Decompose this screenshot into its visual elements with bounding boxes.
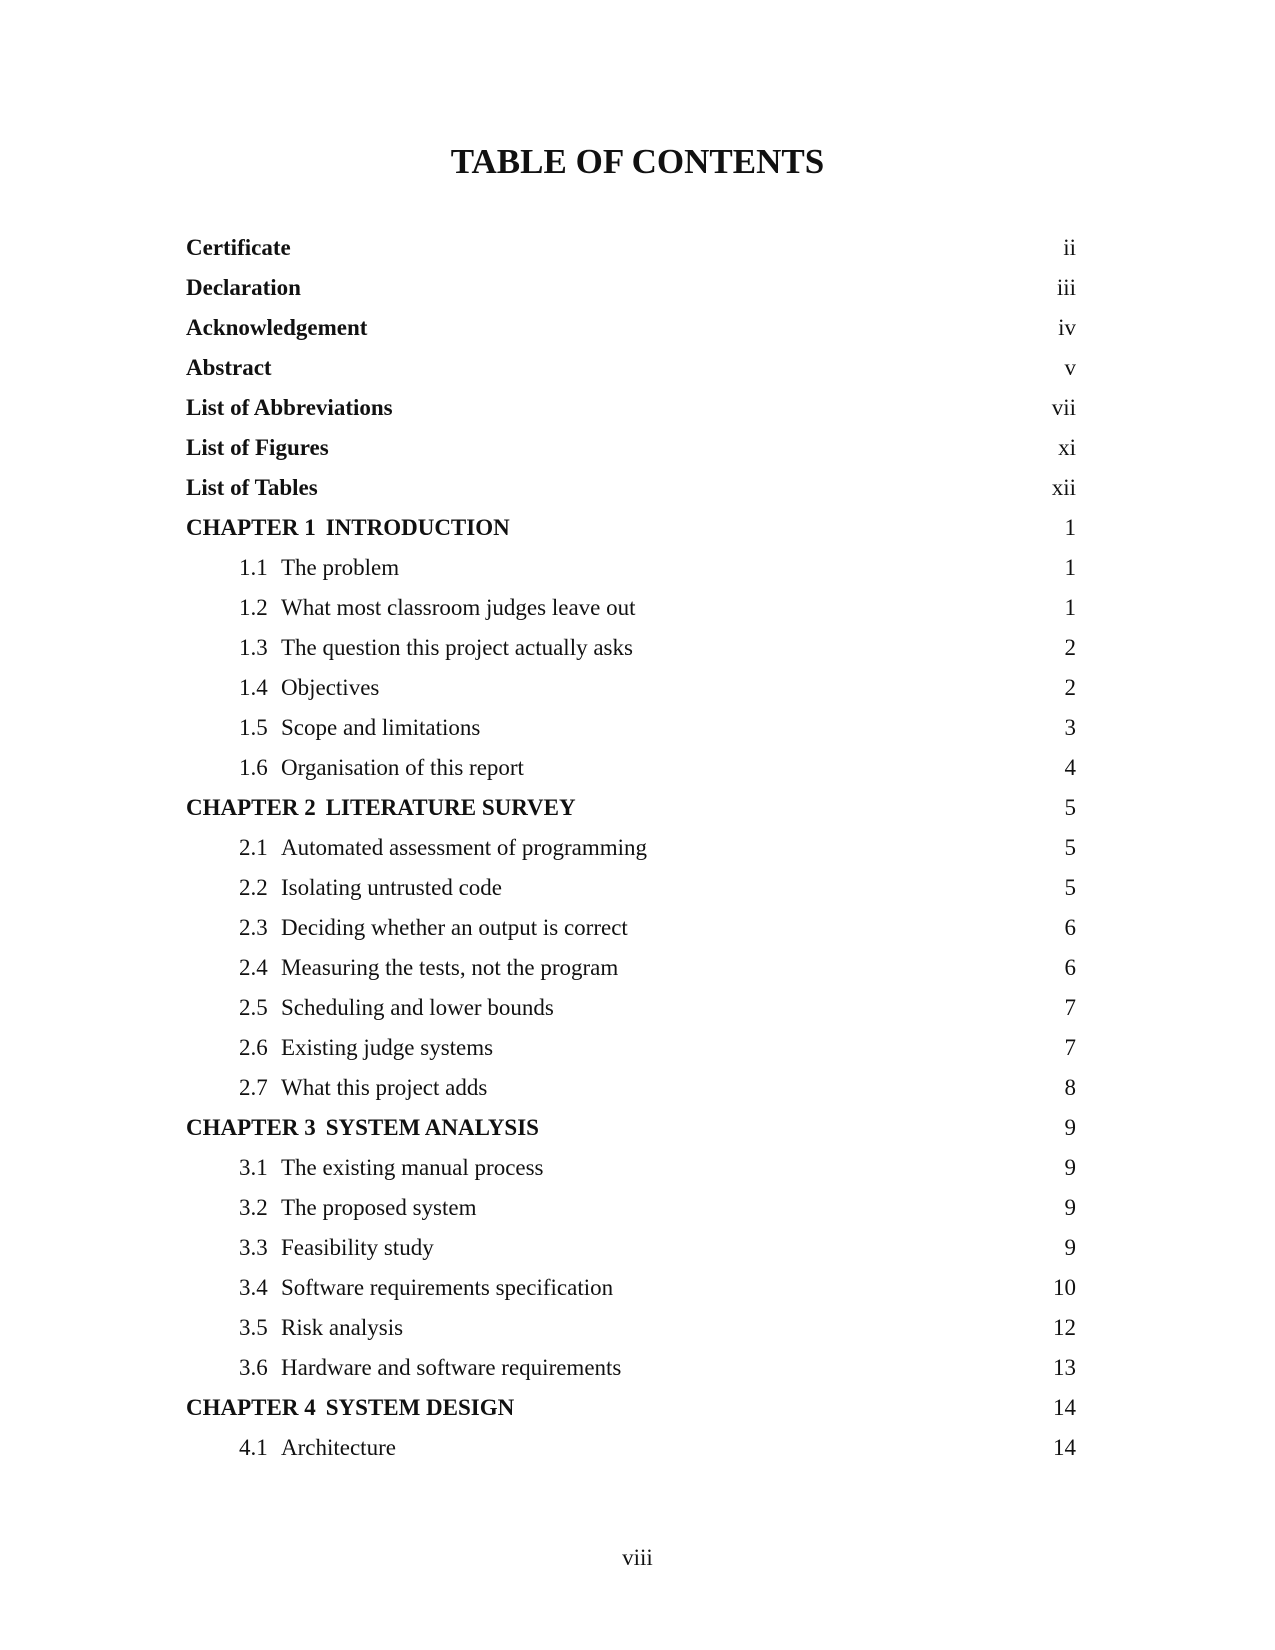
section-title: Hardware and software requirements: [281, 1355, 622, 1380]
section-heading: [186, 548, 399, 588]
section-number: 1.6: [239, 755, 268, 780]
chapter-title: LITERATURE SURVEY: [325, 795, 576, 820]
toc-entry-front-matter[interactable]: [186, 348, 1076, 388]
section-number: 4.1: [239, 1435, 268, 1460]
toc-entry-page: 1: [1064, 555, 1076, 580]
chapter-heading: [186, 508, 510, 548]
section-title: What most classroom judges leave out: [281, 595, 636, 620]
section-number: 2.2: [239, 875, 268, 900]
toc-entry-page: 2: [1064, 675, 1076, 700]
section-title: Architecture: [281, 1435, 396, 1460]
section-title: The existing manual process: [281, 1155, 544, 1180]
toc-entry-page: 6: [1064, 915, 1076, 940]
section-number: 2.7: [239, 1075, 268, 1100]
section-number: 3.1: [239, 1155, 268, 1180]
section-title: Isolating untrusted code: [281, 875, 503, 900]
section-title: What this project adds: [281, 1075, 488, 1100]
toc-entry-chapter[interactable]: [186, 1108, 1076, 1148]
toc-entry-page: xii: [1051, 475, 1076, 500]
page-title: TABLE OF CONTENTS: [450, 142, 825, 181]
toc-entry-section[interactable]: [186, 588, 1076, 628]
toc-entry-section[interactable]: [186, 1228, 1076, 1268]
toc-entry-page: 4: [1064, 755, 1076, 780]
toc-entry-page: iii: [1056, 275, 1076, 300]
chapter-heading: [186, 1388, 514, 1428]
toc-entry-label: Certificate: [186, 235, 291, 260]
toc-entry-front-matter[interactable]: [186, 388, 1076, 428]
chapter-number: CHAPTER 2: [186, 795, 316, 820]
toc-entry-chapter[interactable]: [186, 788, 1076, 828]
section-heading: [186, 588, 636, 628]
toc-entry-section[interactable]: [186, 1148, 1076, 1188]
toc-entry-label: List of Abbreviations: [186, 395, 393, 420]
toc-entry-chapter[interactable]: [186, 508, 1076, 548]
section-number: 3.4: [239, 1275, 268, 1300]
toc-entry-page: 7: [1064, 1035, 1076, 1060]
toc-entry-label: Acknowledgement: [186, 315, 368, 340]
section-heading: [186, 1308, 403, 1348]
section-heading: [186, 948, 618, 988]
toc-entry-page: 13: [1053, 1355, 1076, 1380]
chapter-number: CHAPTER 3: [186, 1115, 316, 1140]
section-title: Deciding whether an output is correct: [281, 915, 628, 940]
toc-entry-label: Abstract: [186, 355, 272, 380]
toc-entry-page: 9: [1064, 1195, 1076, 1220]
toc-entry-page: ii: [1063, 235, 1076, 260]
toc-entry-section[interactable]: [186, 1068, 1076, 1108]
toc-entry-page: 14: [1053, 1395, 1076, 1420]
toc-entry-section[interactable]: [186, 1348, 1076, 1388]
chapter-title: SYSTEM ANALYSIS: [325, 1115, 539, 1140]
toc-entry-section[interactable]: [186, 1268, 1076, 1308]
section-heading: [186, 668, 379, 708]
section-number: 1.4: [239, 675, 268, 700]
toc-entry-page: 14: [1053, 1435, 1076, 1460]
section-number: 1.3: [239, 635, 268, 660]
section-title: Scope and limitations: [281, 715, 481, 740]
section-heading: [186, 1348, 621, 1388]
toc-entry-section[interactable]: [186, 748, 1076, 788]
chapter-number: CHAPTER 4: [186, 1395, 316, 1420]
section-number: 3.2: [239, 1195, 268, 1220]
toc-entry-section[interactable]: [186, 828, 1076, 868]
toc-entry-section[interactable]: [186, 988, 1076, 1028]
toc-entry-section[interactable]: [186, 868, 1076, 908]
chapter-list: [186, 508, 1076, 1468]
section-heading: [186, 868, 502, 908]
section-number: 2.5: [239, 995, 268, 1020]
section-title: Risk analysis: [281, 1315, 404, 1340]
section-number: 2.4: [239, 955, 268, 980]
toc-entry-page: 5: [1064, 795, 1076, 820]
section-heading: [186, 1188, 476, 1228]
toc-entry-front-matter[interactable]: [186, 268, 1076, 308]
toc-entry-page: 9: [1064, 1155, 1076, 1180]
section-heading: [186, 1228, 434, 1268]
toc-entry-section[interactable]: [186, 1188, 1076, 1228]
section-heading: [186, 908, 628, 948]
chapter-title: INTRODUCTION: [325, 515, 510, 540]
section-number: 3.6: [239, 1355, 268, 1380]
toc-entry-section[interactable]: [186, 1308, 1076, 1348]
front-matter-list: [186, 228, 1076, 508]
toc-entry-label: List of Figures: [186, 435, 329, 460]
section-heading: [186, 988, 554, 1028]
section-title: Objectives: [281, 675, 380, 700]
section-heading: [186, 1068, 487, 1108]
section-number: 2.6: [239, 1035, 268, 1060]
toc-entry-page: 5: [1064, 875, 1076, 900]
toc-entry-page: 1: [1064, 595, 1076, 620]
section-title: Automated assessment of programming: [281, 835, 648, 860]
section-heading: [186, 708, 480, 748]
section-title: Existing judge systems: [281, 1035, 494, 1060]
section-number: 1.1: [239, 555, 268, 580]
toc-entry-chapter[interactable]: [186, 1388, 1076, 1428]
chapter-title: SYSTEM DESIGN: [325, 1395, 515, 1420]
toc-entry-page: 6: [1064, 955, 1076, 980]
section-heading: [186, 748, 524, 788]
toc-entry-label: List of Tables: [186, 475, 318, 500]
section-title: The question this project actually asks: [281, 635, 633, 660]
section-heading: [186, 1028, 493, 1068]
section-number: 2.1: [239, 835, 268, 860]
section-number: 1.2: [239, 595, 268, 620]
toc-entry-section[interactable]: [186, 708, 1076, 748]
chapter-heading: [186, 788, 576, 828]
toc-entry-page: 7: [1064, 995, 1076, 1020]
section-title: Measuring the tests, not the program: [281, 955, 619, 980]
toc-entry-front-matter[interactable]: [186, 228, 1076, 268]
toc-entry-page: vii: [1051, 395, 1076, 420]
toc-entry-page: 12: [1053, 1315, 1076, 1340]
toc-entry-page: v: [1064, 355, 1076, 380]
toc-entry-page: 2: [1064, 635, 1076, 660]
toc-entry-section[interactable]: [186, 628, 1076, 668]
section-heading: [186, 828, 647, 868]
section-title: Scheduling and lower bounds: [281, 995, 554, 1020]
section-heading: [186, 628, 633, 668]
section-heading: [186, 1268, 613, 1308]
toc-entry-page: 9: [1064, 1115, 1076, 1140]
section-title: Organisation of this report: [281, 755, 524, 780]
chapter-heading: [186, 1108, 539, 1148]
toc-entry-page: iv: [1058, 315, 1076, 340]
section-title: Software requirements specification: [281, 1275, 614, 1300]
section-heading: [186, 1148, 544, 1188]
toc-entry-section[interactable]: [186, 948, 1076, 988]
section-number: 3.5: [239, 1315, 268, 1340]
section-number: 1.5: [239, 715, 268, 740]
toc-entry-front-matter[interactable]: [186, 308, 1076, 348]
chapter-number: CHAPTER 1: [186, 515, 316, 540]
toc-entry-section[interactable]: [186, 668, 1076, 708]
toc-entry-page: 9: [1064, 1235, 1076, 1260]
toc-entry-page: 5: [1064, 835, 1076, 860]
toc-entry-page: 3: [1064, 715, 1076, 740]
section-title: The problem: [281, 555, 400, 580]
section-title: The proposed system: [281, 1195, 477, 1220]
toc-entry-section[interactable]: [186, 908, 1076, 948]
toc-entry-front-matter[interactable]: [186, 468, 1076, 508]
section-heading: [186, 1428, 396, 1468]
toc-entry-page: xi: [1058, 435, 1076, 460]
section-number: 2.3: [239, 915, 268, 940]
toc-entry-front-matter[interactable]: [186, 428, 1076, 468]
toc-entry-page: 1: [1064, 515, 1076, 540]
page-number: viii: [622, 1545, 653, 1570]
toc-entry-section[interactable]: [186, 1428, 1076, 1468]
toc-entry-label: Declaration: [186, 275, 301, 300]
toc-entry-section[interactable]: [186, 548, 1076, 588]
section-number: 3.3: [239, 1235, 268, 1260]
section-title: Feasibility study: [281, 1235, 434, 1260]
table-of-contents: [186, 228, 1076, 1468]
toc-entry-section[interactable]: [186, 1028, 1076, 1068]
toc-entry-page: 10: [1053, 1275, 1076, 1300]
toc-entry-page: 8: [1064, 1075, 1076, 1100]
